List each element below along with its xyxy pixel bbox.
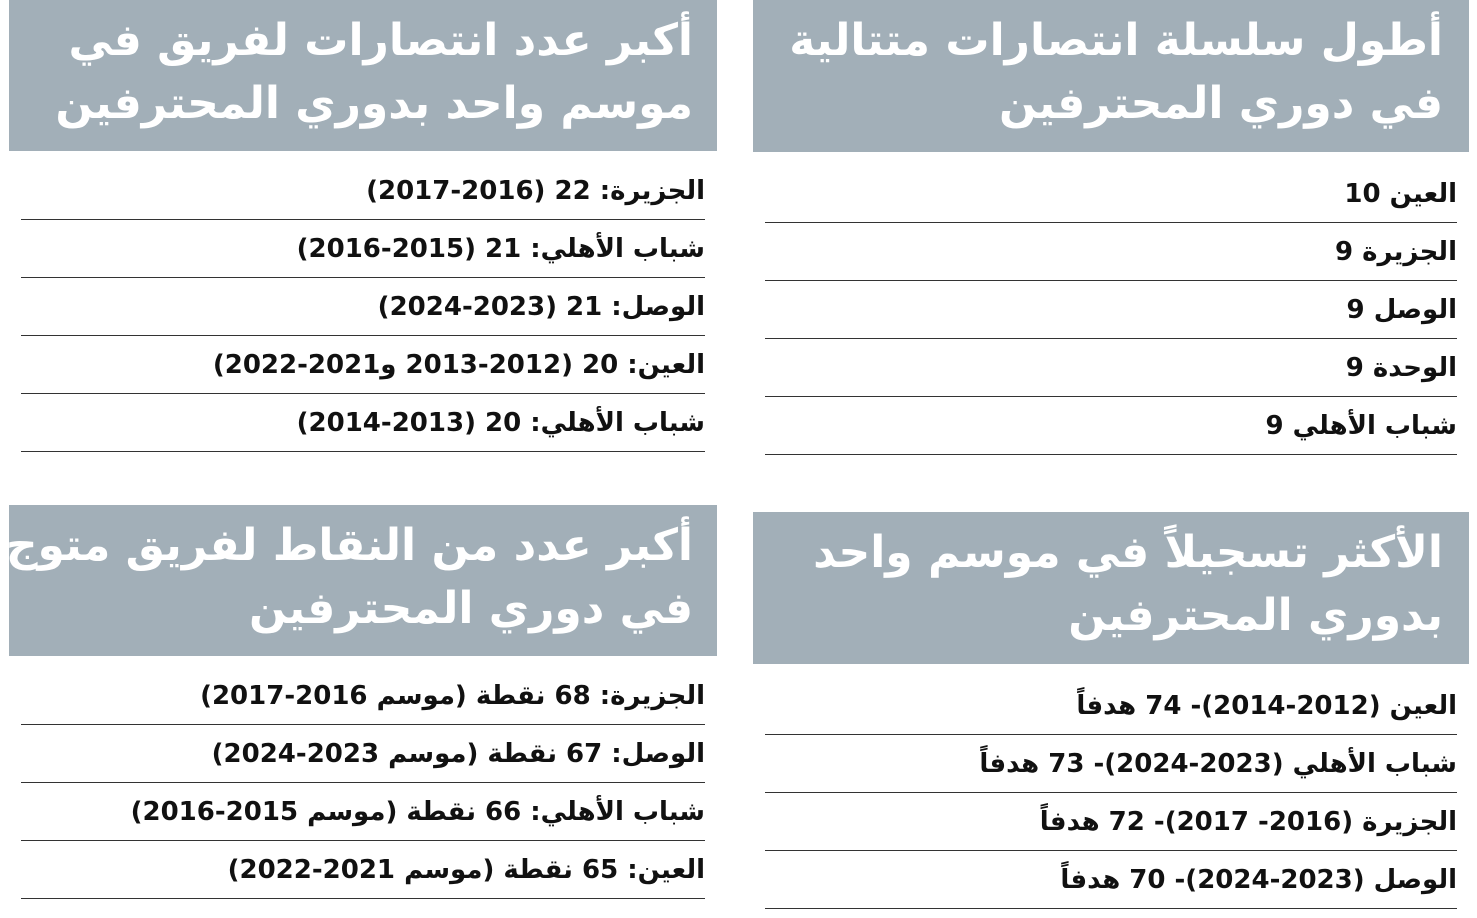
list-item: الجزيرة: 22 (2016-2017) [21,162,705,220]
list-item: الوحدة 9 [765,339,1457,397]
streak-panel-title [753,0,1469,152]
points-title-line-2: في دوري المحترفين [248,583,693,634]
list-item: الجزيرة 9 [765,223,1457,281]
streak-title-line-2: في دوري المحترفين [998,78,1443,129]
list-item: الوصل 9 [765,281,1457,339]
list-item: العين: 20 (2012-2013 و2021-2022) [21,336,705,394]
list-item: شباب الأهلي 9 [765,397,1457,455]
points-list [21,667,705,899]
points-panel [5,505,717,918]
streak-list [765,165,1457,455]
points-title-line-1: أكبر عدد من النقاط لفريق متوج [5,520,693,571]
wins-panel-title [9,0,717,151]
list-item: العين: 65 نقطة (موسم 2021-2022) [21,841,705,899]
list-item: شباب الأهلي: 21 (2015-2016) [21,220,705,278]
list-item: شباب الأهلي: 66 نقطة (موسم 2015-2016) [21,783,705,841]
list-item: الوصل: 21 (2023-2024) [21,278,705,336]
list-item: شباب الأهلي: 20 (2013-2014) [21,394,705,452]
goals-title-line-1: الأكثر تسجيلاً في موسم واحد [813,527,1443,578]
goals-panel-title [753,512,1469,664]
goals-list [765,677,1457,909]
goals-title-line-2: بدوري المحترفين [1068,590,1443,641]
wins-list [21,162,705,452]
streak-panel [753,0,1469,460]
list-item: الجزيرة: 68 نقطة (موسم 2016-2017) [21,667,705,725]
wins-title-line-1: أكبر عدد انتصارات لفريق في [68,15,693,66]
list-item: الوصل: 67 نقطة (موسم 2023-2024) [21,725,705,783]
wins-panel [9,0,717,460]
points-panel-title [5,505,717,656]
list-item: العين 10 [765,165,1457,223]
list-item: الوصل (2023-2024)- 70 هدفاً [765,851,1457,909]
list-item: الجزيرة (2016- 2017)- 72 هدفاً [765,793,1457,851]
streak-title-line-1: أطول سلسلة انتصارات متتالية [789,15,1443,66]
list-item: شباب الأهلي (2023-2024)- 73 هدفاً [765,735,1457,793]
list-item: العين (2012-2014)- 74 هدفاً [765,677,1457,735]
goals-panel [753,512,1469,918]
wins-title-line-2: موسم واحد بدوري المحترفين [55,78,693,129]
